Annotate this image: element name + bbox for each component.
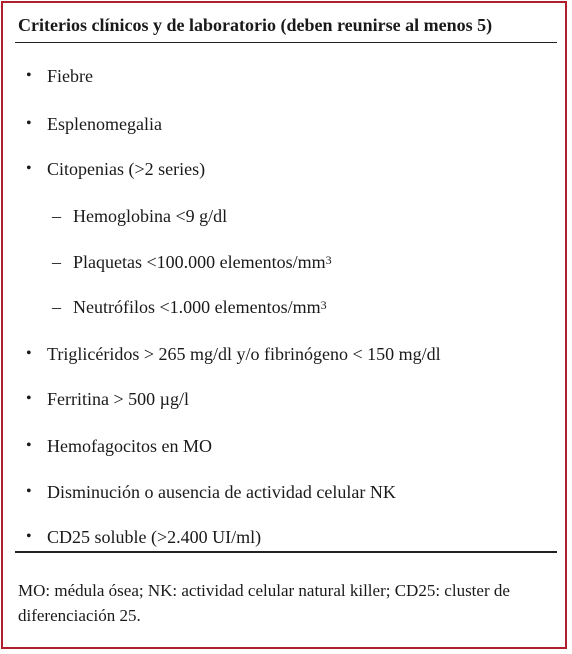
- dash: –: [52, 297, 61, 317]
- list-item-text: Citopenias (>2 series): [47, 159, 206, 179]
- list-item-text: Fiebre: [47, 66, 93, 86]
- list-item-text: CD25 soluble (>2.400 UI/ml): [47, 527, 262, 547]
- bullet: •: [26, 115, 32, 132]
- table-footnote: MO: médula ósea; NK: actividad celular natural killer; CD25: cluster de diferenciación 25.: [18, 581, 510, 625]
- header-rule: [15, 42, 557, 43]
- bullet: •: [26, 483, 32, 500]
- bullet: •: [26, 160, 32, 177]
- sub-item-main-text: Plaquetas <100.000 elementos/mm: [73, 252, 326, 272]
- dash: –: [52, 206, 61, 226]
- superscript: 3: [325, 253, 332, 267]
- footer-rule: [15, 551, 557, 553]
- list-item-text: Disminución o ausencia de actividad celular NK: [47, 482, 396, 502]
- list-item-text: Hemofagocitos en MO: [47, 436, 212, 456]
- list-item-text: Triglicéridos > 265 mg/dl y/o fibrinógeno < 150 mg/dl: [47, 344, 441, 364]
- bullet: •: [26, 345, 32, 362]
- sub-item-text: [73, 250, 332, 274]
- table-title: Criterios clínicos y de laboratorio (deben reunirse al menos 5): [18, 15, 493, 35]
- list-item-text: Esplenomegalia: [47, 114, 162, 134]
- list-item-text: Ferritina > 500 µg/l: [47, 389, 190, 409]
- dash: –: [52, 252, 61, 272]
- sub-item-main-text: Neutrófilos <1.000 elementos/mm: [73, 297, 321, 317]
- bullet: •: [26, 390, 32, 407]
- sub-item-text: [73, 295, 327, 319]
- sub-item-text: Hemoglobina <9 g/dl: [73, 206, 228, 226]
- bullet: •: [26, 437, 32, 454]
- bullet: •: [26, 528, 32, 545]
- bullet: •: [26, 67, 32, 84]
- superscript: 3: [320, 298, 327, 312]
